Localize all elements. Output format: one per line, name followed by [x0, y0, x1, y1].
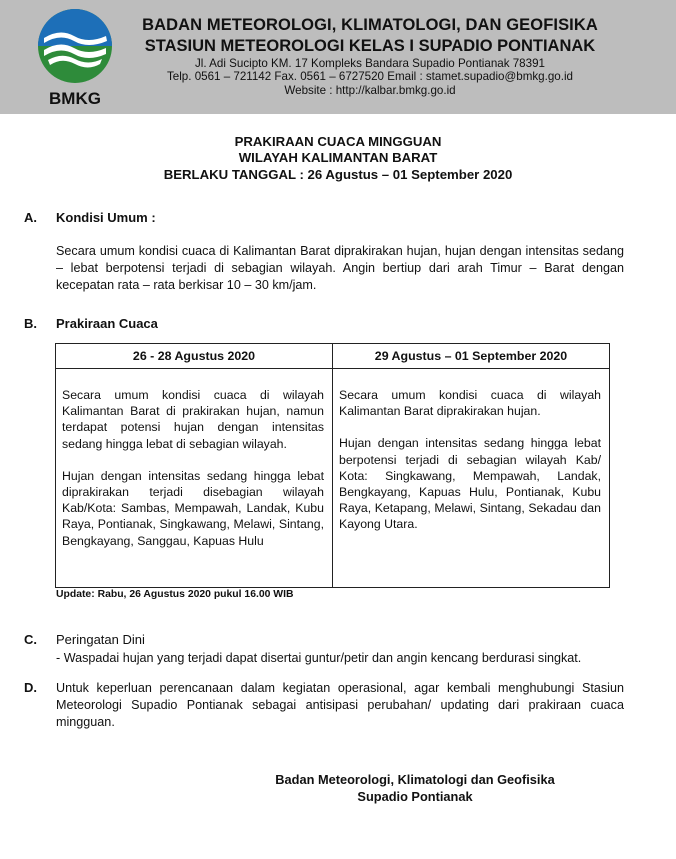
forecast-header-period-2: 29 Agustus – 01 September 2020	[333, 344, 610, 369]
update-timestamp: Update: Rabu, 26 Agustus 2020 pukul 16.00 WIB	[56, 589, 294, 600]
logo-text: BMKG	[49, 89, 101, 108]
section-d-text: Untuk keperluan perencanaan dalam kegiatan operasional, agar kembali menghubungi Stasiun Meteorologi Supadio Pontianak sebagai antisipasi perubahan/ updating dari prakiraan cuaca mingguan.	[56, 681, 624, 729]
agency-name: BADAN METEOROLOGI, KLIMATOLOGI, DAN GEOFISIKA	[142, 16, 598, 34]
station-name: STASIUN METEOROLOGI KELAS I SUPADIO PONTIANAK	[144, 37, 596, 55]
forecast-summary: Secara umum kondisi cuaca di wilayah Kalimantan Barat diprakirakan hujan.	[339, 388, 601, 419]
bmkg-logo	[34, 6, 116, 110]
section-b-title: Prakiraan Cuaca	[56, 316, 158, 331]
section-a-text: Secara umum kondisi cuaca di Kalimantan Barat diprakirakan hujan, hujan dengan intensitas sedang – lebat berpotensi terjadi di sebagian wilayah. Angin bertiup dari arah Timur – Barat dengan kecepatan rata – rata berkisar 10 – 30 km/jam.	[56, 244, 624, 292]
signature-agency: Badan Meteorologi, Klimatologi dan Geofisika	[275, 772, 555, 787]
forecast-detail: Hujan dengan intensitas sedang hingga lebat diprakirakan terjadi disebagian wilayah Kab/Kota: Sambas, Mempawah, Landak, Kubu Raya, Pontianak, Singkawang, Melawi, Sintang, Bengkayang, Sanggau, Kapuas Hulu	[62, 468, 324, 548]
signature-station: Supadio Pontianak	[357, 789, 473, 804]
letterhead	[0, 0, 676, 114]
forecast-cell-period-2	[333, 375, 610, 588]
section-a-letter: A.	[24, 210, 37, 225]
website: Website : http://kalbar.bmkg.go.id	[284, 84, 456, 97]
forecast-header-period-1: 26 - 28 Agustus 2020	[56, 344, 333, 369]
section-a-title: Kondisi Umum :	[56, 210, 156, 225]
contact-info: Telp. 0561 – 721142 Fax. 0561 – 6727520 Email : stamet.supadio@bmkg.go.id	[166, 70, 573, 83]
forecast-summary: Secara umum kondisi cuaca di wilayah Kalimantan Barat di prakirakan hujan, namun terdapat potensi hujan dengan intensitas sedang hingga lebat di sebagian wilayah.	[62, 388, 324, 451]
forecast-detail: Hujan dengan intensitas sedang hingga lebat berpotensi terjadi di sebagian wilayah Kab/ Kota: Singkawang, Mempawah, Landak, Bengkayang, Kapuas Hulu, Pontianak, Kubu Raya, Ketapang, Melawi, Sintang, Sekadau dan Kayong Utara.	[339, 436, 601, 532]
section-c-letter: C.	[24, 632, 37, 647]
section-d-letter: D.	[24, 680, 37, 695]
section-c-text: - Waspadai hujan yang terjadi dapat disertai guntur/petir dan angin kencang berdurasi singkat.	[56, 651, 582, 665]
doc-subtitle: WILAYAH KALIMANTAN BARAT	[238, 150, 438, 165]
address: Jl. Adi Sucipto KM. 17 Kompleks Bandara Supadio Pontianak 78391	[195, 57, 545, 70]
section-b-letter: B.	[24, 316, 37, 331]
validity-dates: BERLAKU TANGGAL : 26 Agustus – 01 September 2020	[163, 167, 513, 182]
section-c-title: Peringatan Dini	[56, 632, 145, 647]
doc-title: PRAKIRAAN CUACA MINGGUAN	[234, 134, 442, 149]
forecast-table	[55, 343, 610, 588]
forecast-cell-period-1	[56, 375, 333, 588]
